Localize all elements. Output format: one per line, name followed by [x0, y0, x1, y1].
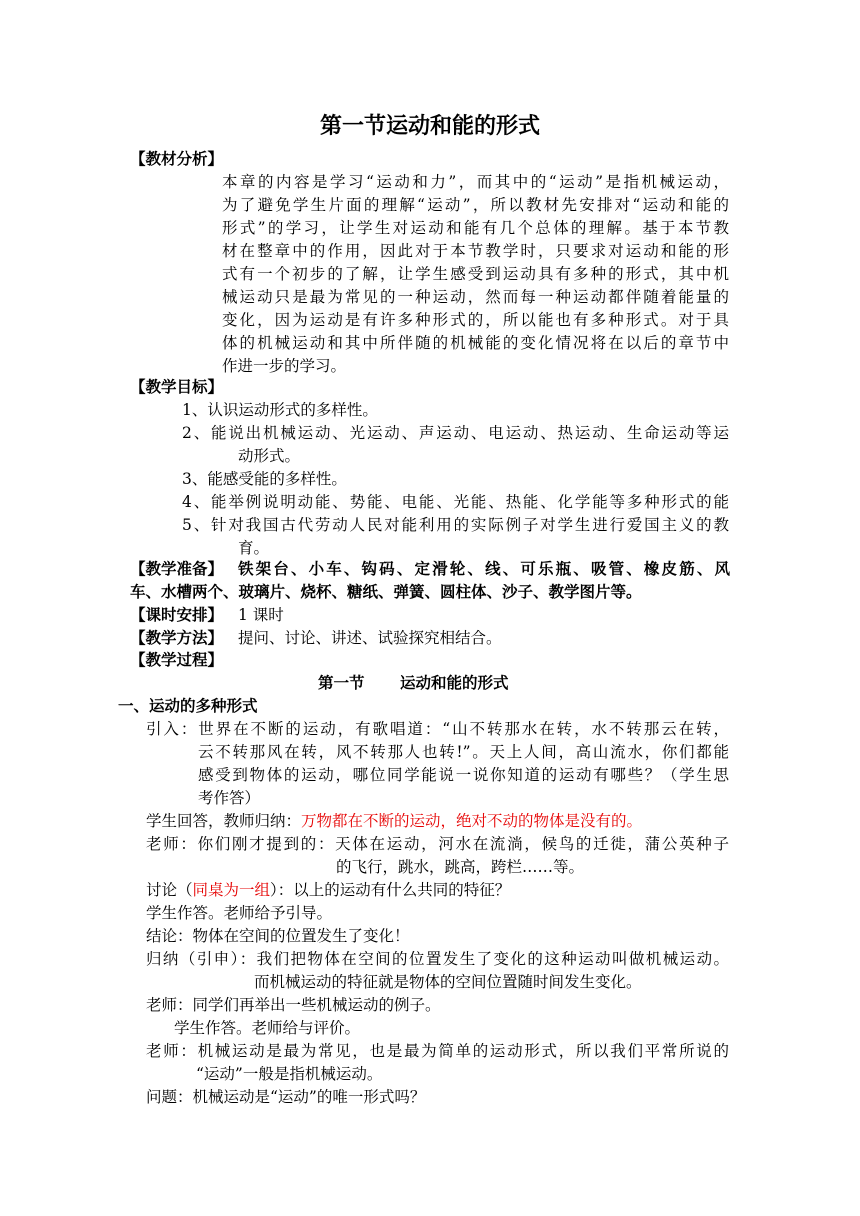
- answer-highlight: 万物都在不断的运动，绝对不动的物体是没有的。: [301, 812, 643, 830]
- process-subtitle-name: 运动和能的形式: [400, 673, 509, 692]
- preparation-text: 铁架台、小车、钩码、定滑轮、线、可乐瓶、吸管、橡皮筋、风: [238, 559, 730, 578]
- material-line: 形式”的学习，让学生对运动和能有几个总体的理解。基于本节教: [222, 219, 729, 237]
- goal-item-continued: 育。: [238, 539, 270, 557]
- page-title: 第一节运动和能的形式: [319, 113, 540, 139]
- section-heading: 一、运动的多种形式: [118, 696, 258, 715]
- teacher-line: “运动”一般是指机械运动。: [196, 1065, 383, 1083]
- discussion-suffix: ）：以上的运动有什么共同的特征？: [270, 881, 511, 899]
- material-line: 体的机械运动和其中所伴随的机械能的变化情况将在以后的章节中: [222, 334, 729, 352]
- material-line: 式有一个初步的了解，让学生感受到运动具有多种的形式，其中机: [222, 265, 729, 283]
- induction-line: 归纳（引申）：我们把物体在空间的位置发生了变化的这种运动叫做机械运动。: [146, 950, 729, 968]
- material-line: 为了避免学生片面的理解“运动”，所以教材先安排对“运动和能的: [222, 196, 729, 214]
- teaching-goals-heading: 【教学目标】: [130, 377, 224, 396]
- induction-line: 而机械运动的特征就是物体的空间位置随时间发生变化。: [254, 973, 642, 991]
- material-line: 械运动只是最为常见的一种运动，然而每一种运动都伴随着能量的: [222, 288, 729, 306]
- answer-prefix: 学生回答，教师归纳：: [146, 812, 302, 830]
- material-line: 材在整章中的作用，因此对于本节教学时，只要求对运动和能的形: [222, 242, 729, 260]
- schedule-text: 1 课时: [238, 606, 284, 624]
- teacher-line: 老师：同学们再举出一些机械运动的例子。: [146, 996, 441, 1014]
- goal-item: 5、针对我国古代劳动人民对能利用的实际例子对学生进行爱国主义的教: [182, 516, 729, 534]
- material-line: 本章的内容是学习“运动和力”，而其中的“运动”是指机械运动，: [222, 173, 729, 191]
- answer-line: [146, 810, 642, 832]
- discussion-highlight: 同桌为一组: [192, 881, 271, 899]
- process-heading: 【教学过程】: [130, 650, 224, 669]
- material-analysis-heading: 【教材分析】: [130, 149, 224, 168]
- teacher-line: 的飞行，跳水，跳高，跨栏……等。: [336, 858, 585, 876]
- material-line: 变化，因为运动是有许多种形式的，所以能也有多种形式。对于具: [222, 311, 729, 329]
- method-text: 提问、讨论、讲述、试验探究相结合。: [238, 629, 502, 647]
- conclusion-line: 结论：物体在空间的位置发生了变化！: [146, 927, 410, 945]
- intro-line: 引入：世界在不断的运动，有歌唱道：“山不转那水在转，水不转那云在转，: [146, 720, 729, 738]
- process-subtitle-number: 第一节: [318, 673, 365, 692]
- teacher-line: 老师：你们刚才提到的：天体在运动，河水在流淌，候鸟的迁徙，蒲公英种子: [146, 835, 729, 853]
- material-line: 作进一步的学习。: [222, 357, 347, 375]
- goal-item: 4、能举例说明动能、势能、电能、光能、热能、化学能等多种形式的能: [182, 493, 729, 511]
- intro-line: 云不转那风在转，风不转那人也转!”。天上人间，高山流水，你们都能: [198, 743, 729, 761]
- intro-line: 考作答）: [198, 789, 261, 807]
- discussion-line: [146, 879, 510, 901]
- goal-item: 2、能说出机械运动、光运动、声运动、电运动、热运动、生命运动等运: [182, 424, 729, 442]
- goal-item-continued: 动形式。: [238, 447, 301, 465]
- student-line: 学生作答。老师给予引导。: [146, 904, 333, 922]
- preparation-text: 车、水槽两个、玻璃片、烧杯、糖纸、弹簧、圆柱体、沙子、教学图片等。: [130, 582, 642, 601]
- intro-line: 感受到物体的运动，哪位同学能说一说你知道的运动有哪些？（学生思: [198, 766, 729, 784]
- schedule-heading: 【课时安排】: [130, 605, 224, 624]
- goal-item: 1、认识运动形式的多样性。: [182, 401, 378, 419]
- goal-item: 3、能感受能的多样性。: [182, 470, 347, 488]
- discussion-prefix: 讨论（: [146, 881, 193, 899]
- preparation-heading: 【教学准备】: [130, 559, 224, 578]
- method-heading: 【教学方法】: [130, 628, 224, 647]
- teacher-line: 老师：机械运动是最为常见，也是最为简单的运动形式，所以我们平常所说的: [146, 1042, 729, 1060]
- student-line: 学生作答。老师给与评价。: [174, 1019, 361, 1037]
- question-line: 问题：机械运动是“运动”的唯一形式吗？: [146, 1088, 426, 1106]
